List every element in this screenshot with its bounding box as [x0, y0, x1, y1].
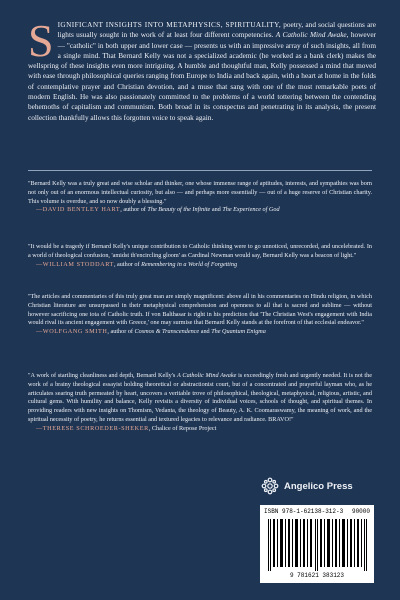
endorsement-attribution: [28, 261, 372, 270]
endorser-name: —DAVID BENTLEY HART: [36, 206, 121, 214]
endorsement-text: "Bernard Kelly was a truly great and wise scholar and thinker, one whose immense range of aptitudes, interests, and sympathies was born not only out of an enormous intellectual curiosity, but also — and perhaps more essentially — out of a huge reserve of Christian charity. This volume is overdue, and so now doubly a blessing.": [28, 180, 372, 205]
isbn-text: ISBN 978-1-62138-312-3: [264, 508, 344, 515]
endorsement-text: is exceedingly fresh and urgently needed. It is not the work of a brainy theological essayist holding theoretical or abstractionist court, but of a concentrated and prayerful layman who, as he articulates searing truth permeated by heart, uncovers a veritable trove of philosophical, theological, metaphysical, religious, artistic, and cultural gems. With humility and balance, Kelly revisits a diversity of individual voices, schools of thought, and spiritual themes. In providing readers with new insights on Thomism, Vedanta, the theology of Beauty, A. K. Coomaraswamy, the meaning of work, and the spiritual necessity of poetry, he returns essential and textured legacies to relevance and radiance. BRAVO!": [28, 372, 372, 423]
attribution-work: The Experience of God: [222, 206, 280, 214]
price-code: 90000: [351, 508, 370, 515]
endorsement-text: "The articles and commentaries of this truly great man are simply magnificent: above all in his commentaries on Hindu religion, in which Christian literature are unsurpassed in their metaphysical comprehension and openness to all that is sacred and sublime — without however sacrificing one iota of Catholic truth. If von Balthasar is right in his prediction that 'The Christian West's engagement with India would rival its ancient engagement with Greece,' one may surmise that Bernard Kelly stands at the forefront of that ecclesial endeavor.": [28, 293, 372, 327]
endorsement-stoddart: [28, 243, 372, 269]
blurb-text-1: poetry, and social questions are lights usually sought in the work of at least four different competencies.: [57, 20, 376, 40]
barcode-bars: [268, 519, 368, 571]
endorsement-hart: [28, 180, 372, 215]
endorsement-attribution: [28, 328, 372, 337]
blurb-text-2: , however — "catholic" in both upper and lower case — presents us with an impressive array of such insights, all from a single mind. That Bernard Kelly was not a specialized academic (he worked as a bank clerk) makes the wellspring of these insights even more intriguing. A humble and thoughtful man, Kelly possessed a mind that moved with ease through philosophical queries ranging from Europe to India and back again, with a heart at home in the folds of contemplative prayer and Christian devotion, and a muse that sang with one of the most remarkable poets of modern English. He was also passionately committed to the problems of a world tottering between the contending behemoths of capitalism and communism. Both broad in its conspectus and penetrating in its analysis, the present collection thankfully allows this forgotten voice to speak again.: [28, 30, 376, 122]
endorser-name: —WILLIAM STODDART: [36, 260, 114, 268]
endorsement-text: "A work of startling cleanliness and depth, Bernard Kelly's: [28, 372, 178, 379]
attribution-text: , author of: [120, 206, 148, 214]
endorsement-book-title: A Catholic Mind Awake: [177, 372, 237, 379]
endorsement-attribution: [28, 425, 372, 434]
cover-blurb: [28, 15, 376, 123]
divider-rule: [28, 170, 372, 171]
attribution-text: and: [210, 206, 223, 214]
drop-cap: S: [28, 15, 54, 66]
endorser-name: —THERESE SCHROEDER-SHEKER: [36, 424, 149, 432]
barcode-digits: 9 781621 383123: [289, 572, 344, 579]
attribution-text: , author of: [113, 260, 142, 268]
endorsement-schroeder-sheker-intro: [28, 372, 372, 434]
blurb-lead: IGNIFICANT INSIGHTS INTO METAPHYSICS, SPIRITUALITY,: [57, 20, 282, 29]
attribution-text: , author of: [107, 328, 135, 336]
barcode-panel: [260, 505, 374, 583]
isbn-line: [264, 508, 370, 515]
attribution-work: Remembering in a World of Forgetting: [141, 260, 238, 268]
attribution-work: The Quantum Enigma: [211, 328, 266, 336]
endorsement-attribution: [28, 206, 372, 215]
attribution-text: and: [199, 328, 212, 336]
endorsement-text: "It would be a tragedy if Bernard Kelly's unique contribution to Catholic thinking were to go unnoticed, unrecorded, and uncelebrated. In a world of theological confusion, 'amidst th'encircling gloom' as Cardinal Newman would say, Bernard Kelly was a beacon of light.": [28, 243, 372, 259]
endorsement-smith: [28, 293, 372, 337]
blurb-book-title: A Catholic Mind Awake: [275, 30, 347, 40]
publisher-name: Angelico Press: [284, 480, 353, 492]
publisher-logo: [260, 475, 370, 497]
angelico-emblem-icon: [260, 476, 280, 496]
endorser-name: —WOLFGANG SMITH: [36, 328, 108, 336]
attribution-work: The Beauty of the Infinite: [147, 206, 211, 214]
attribution-text: , Chalice of Repose Project: [148, 424, 217, 432]
attribution-work: Cosmos & Transcendence: [134, 328, 200, 336]
